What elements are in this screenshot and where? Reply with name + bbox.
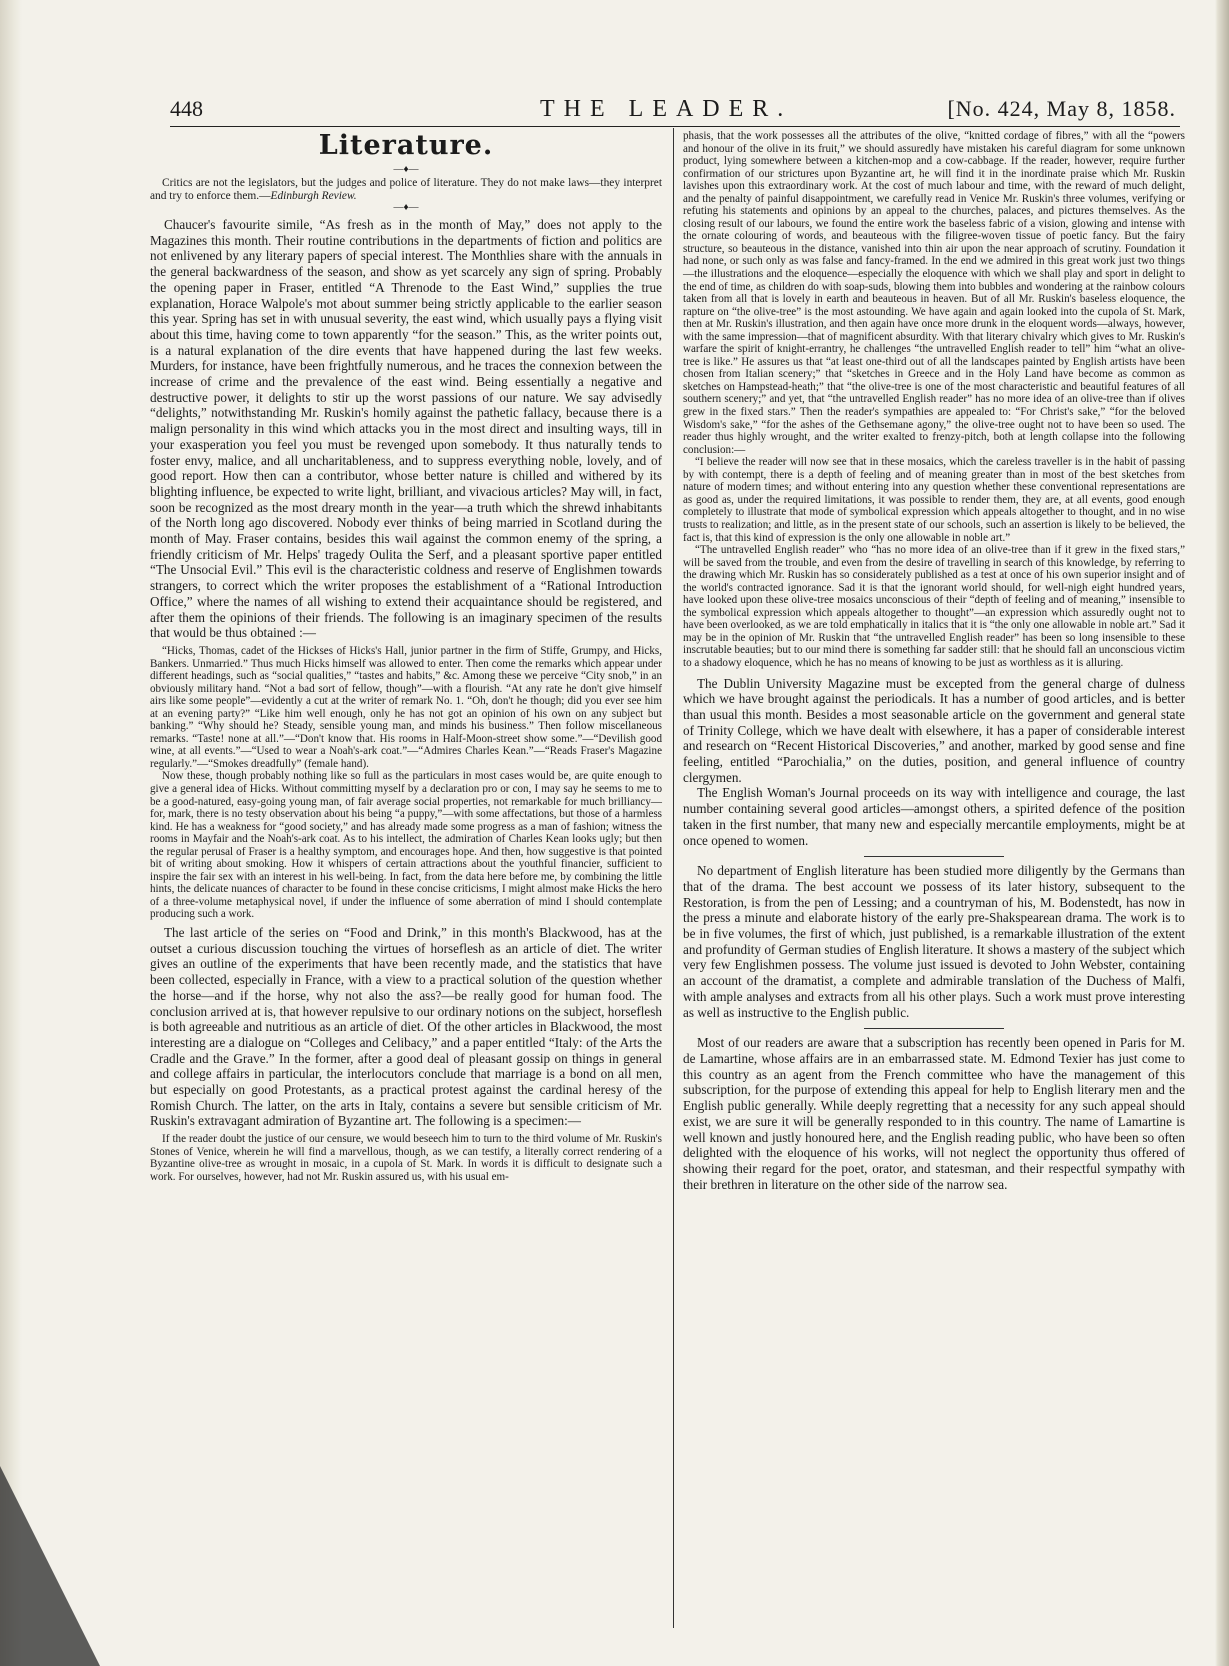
article-para-drama: No department of English literature has been studied more diligently by the Germans than that of the drama. The best account we possess of its later history, subsequent to the Restoration, is from the pen of Lessing; and a countryman of his, M. Bodenstedt, has now in the press a minute and elaborate history of the early pre-Shakspearean drama. The work is to be in five volumes, the first of which, just published, is a remarkable illustration of the extent and profundity of German studies of English literature. It shows a mastery of the subject which very few Englishmen possess. The volume just issued is devoted to John Webster, containing an account of the dramatist, a complete and admirable translation of the Duchess of Malfi, with ample analyses and extracts from all his other plays. Such a work must prove interesting as well as instructive to the English public. [683,863,1185,1020]
article-para-magazines: Chaucer's favourite simile, “As fresh as in the month of May,” does not apply to the Magazines this month. Their routine contributions in the departments of fiction and politics are not enlivened by any literary papers of special interest. The Monthlies share with the annuals in the general backwardness of the season, and show as yet scarcely any sign of spring. Probably the opening paper in Fraser, entitled “A Threnode to the East Wind,” supplies the true explanation, Horace Walpole's mot about summer being strictly applicable to the earlier season this year. Spring has set in with unusual severity, the east wind, which usually pays a flying visit about this time, having come to town apparently “for the season.” This, as the writer points out, is a natural explanation of the dire events that have happened during the last few weeks. Murders, for instance, have been frightfully numerous, and he traces the connexion between the increase of crime and the prevalence of the east wind. Being essentially a negative and destructive power, it delights to stir up the worst passions of our nature. We say advisedly “delights,” notwithstanding Mr. Ruskin's homily against the pathetic fallacy, because there is a malign personality in this wind which attacks you in the most direct and insulting ways, till in your exasperation you feel you must be revenged upon somebody. It thus naturally tends to foster envy, malice, and all uncharitableness, and to suppress everything noble, lovely, and of good report. How then can a contributor, whose better nature is chilled and withered by its blighting influence, be expected to write light, brilliant, and vivacious articles? May will, in fact, soon be recognized as the most dreary month in the year—a truth which the shrewd inhabitants of the North long ago discovered. Nobody ever thinks of being married in Scotland during the month of May. Fraser contains, besides this wail against the common enemy of the spring, a friendly criticism of Mr. Helps' tragedy Oulita the Serf, and a pleasant sportive paper entitled “The Unsocial Evil.” This evil is the characteristic coldness and reserve of Englishmen towards strangers, to correct which the writer proposes the establishment of a “Rational Introduction Office,” where the names of all wishing to extend their acquaintance should be registered, and after them the opinions of their friends. The following is an imaginary specimen of the results that would be thus obtained :— [150,217,662,641]
quote-untravelled: “The untravelled English reader” who “has no more idea of an olive-tree than if it grew in the fixed stars,” will be saved from the trouble, and even from the desire of travelling in search of this knowledge, by referring to the drawing which Mr. Ruskin has so considerately published as a test at once of his own superior insight and of the world's contracted ignorance. Sad it is that the ignorant world should, for well-nigh eight hundred years, have looked upon these olive-tree mosaics unconscious of their “depth of feeling and of meaning,” insensible to the symbolical expression which appeals altogether to thought”—an expression which assuredly ought not to have been overlooked, as we are told emphatically in italics that it is “the only one allowable in noble art.” Sad it may be in the opinion of Mr. Ruskin that “the untravelled English reader” has been so long insensible to these inscrutable beauties; but to our mind there is something far sadder still: that he should fall an unconscious victim to a shadowy eloquence, which he has no means of knowing to be just as worthless as it is alluring. [683,544,1185,669]
article-para-womans-journal: The English Woman's Journal proceeds on its way with intelligence and courage, the last number containing several good articles—amongst others, a spirited defence of the position taken in the first number, that many new and especially mercantile employments, might be at once opened to women. [683,785,1185,848]
page-edge-right [1215,0,1229,1666]
quote-byzantine-continued: phasis, that the work possesses all the attributes of the olive, “knitted cordage of fibres,” with all the “powers and honour of the olive in its fruit,” we should assuredly have mistaken his careful diagram for some unknown product, lying somewhere between a kitchen-mop and a cow-cabbage. If the reader, however, require further confirmation of our strictures upon Byzantine art, he will find it in the inordinate praise which Mr. Ruskin lavishes upon this extraordinary work. At the cost of much labour and time, with the reward of much delight, and the penalty of painful disappointment, we carefully read in Venice Mr. Ruskin's three volumes, verifying or refuting his statements and opinions by an appeal to the churches, palaces, and pictures themselves. As the closing result of our labours, we found the entire work the baseless fabric of a vision, glowing and intense with the ornate colouring of words, and beauteous with the filigree-woven tissue of poetic fancy. But the fairy structure, so beauteous in the distance, vanished into thin air upon the near approach of scrutiny. Foundation it had none, or such only as was false and fancy-framed. In the end we admired in this great work just two things—the illustrations and the eloquence—especially the eloquence with which we shall play and sport in delight to the end of time, as children do with soap-suds, blowing them into bubbles and wondering at the rainbow colours taken from all that is lovely in earth and beauteous in heaven. But of all Mr. Ruskin's baseless eloquence, the rapture on “the olive-tree” is the most astounding. We have again and again looked into the cupola of St. Mark, then at Mr. Ruskin's illustration, and then again have once more drunk in the eloquent words—always, however, with the same impression—that of magnificent absurdity. With that literary chivalry which gives to Mr. Ruskin's warfare the spirit of knight-errantry, he challenges “the untravelled English reader to tell” him “what an olive-tree is like.” He assures us that “at least one-third out of all the landscapes painted by English artists have been chosen from Italian scenery;” that “sketches in Greece and in the Holy Land have become as common as sketches on Hampstead-heath;” that “the olive-tree is one of the most characteristic and beautiful features of all southern scenery;” and yet, that “the untravelled English reader” has no more idea of an olive-tree than if olives grew in the fixed stars.” Then the reader's sympathies are appealed to: “For Christ's sake,” “for the beloved Wisdom's sake,” “for the ashes of the Gethsemane agony,” the olive-tree ought not to have been so used. The reader thus highly wrought, and the writer exalted to frenzy-pitch, both at length collapse into the following conclusion:— [683,130,1185,456]
masthead: THE LEADER. [540,96,793,122]
ornament-top: —♦— [393,164,419,175]
page-header [170,96,1200,130]
divider-1 [864,856,1004,857]
section-title: Literature. [318,130,494,161]
article-para-dublin: The Dublin University Magazine must be excepted from the general charge of dulness which we have brought against the periodicals. It has a number of good articles, and is better than usual this month. Besides a most seasonable article on the government and general state of Trinity College, which we have dealt with elsewhere, it has a paper of considerable interest and research on “Recent Historical Discoveries,” and another, marked by good sense and fine feeling, entitled “Parochialia,” on the duties, position, and general influence of country clergymen. [683,675,1185,785]
corner-shadow [0,1466,100,1666]
ornament-bottom: —♦— [393,202,419,213]
page-edge-left [0,0,22,1666]
divider-2 [864,1028,1004,1029]
quote-hicks: “Hicks, Thomas, cadet of the Hickses of Hicks's Hall, junior partner in the firm of Stiffe, Grumpy, and Hicks, Bankers. Unmarried.” Thus much Hicks himself was allowed to enter. Then come the remarks which appear under different headings, such as “social qualities,” “tastes and habits,” &c. Among these we perceive “City snob,” in an obviously military hand. “Not a bad sort of fellow, though”—with a flourish. “At any rate he don't give himself airs like some people”—evidently a cut at the writer of remark No. 1. “Oh, don't he though; did you ever see him at an evening party?” “Like him well enough, only he has not got an opinion of his own on any subject but banking.” “Why should he? Steady, sensible young man, and minds his business.” Then follow miscellaneous remarks. “Taste! none at all.”—“Don't know that. His rooms in Half-Moon-street show some.”—“Devilish good wine, at all events.”—“Used to wear a Noah's-ark coat.”—“Admires Charles Kean.”—“Reads Fraser's Magazine regularly.”—“Smokes dreadfully” (female hand). [150,644,662,770]
header-rule [170,126,1180,127]
right-column [683,130,1185,1192]
article-para-blackwood: The last article of the series on “Food and Drink,” in this month's Blackwood, has at the outset a curious discussion touching the virtues of horseflesh as an article of diet. The writer gives an outline of the experiments that have been recently made, and the statistics that have been collected, especially in France, with a view to a practical solution of the question whether the horse—and if the horse, why not also the ass?—be really good for human food. The conclusion arrived at is, that however repulsive to our ordinary notions on the subject, horseflesh is both agreeable and nutritious as an article of diet. Of the other articles in Blackwood, the most interesting are a dialogue on “Colleges and Celibacy,” and a paper entitled “Italy: of the Arts the Cradle and the Grave.” In the former, after a good deal of pleasant gossip on things in general and college affairs in particular, the interlocutors conclude that marriage is a bond on all men, but especially on good Protestants, as a practical protest against the cardinal heresy of the Romish Church. The latter, on the arts in Italy, contains a severe but sensible criticism of Mr. Ruskin's extravagant admiration of Byzantine art. The following is a specimen:— [150,925,662,1129]
quote-hicks-commentary: Now these, though probably nothing like so full as the particulars in most cases would be, are quite enough to give a general idea of Hicks. Without committing myself by a declaration pro or con, I may say he seems to me to be a good-natured, easy-going young man, of fair average social properties, not remarkable for much brilliancy—for, mark, there is no testy observation about his being “a puppy,”—with some affectations, but those of a harmless kind. He has a weakness for “good society,” and has already made some progress as a man of fashion; witness the rooms in Mayfair and the Noah's-ark coat. As to his intellect, the admiration of Charles Kean looks ugly; but then the regular perusal of Fraser is a healthy symptom, and encourages hope. And then, how suggestive is that pointed bit of writing about smoking. How it whispers of certain attractions about the youthful financier, sufficient to inspire the fair sex with an interest in his well-being. In fact, from the data here before me, by combining the little hints, the delicate nuances of character to be found in these concise criticisms, I might almost make Hicks the hero of a three-volume metaphysical novel, if under the influence of some aberration of mind I should contemplate producing such a work. [150,770,662,921]
quote-byzantine: If the reader doubt the justice of our censure, we would beseech him to turn to the third volume of Mr. Ruskin's Stones of Venice, wherein he will find a marvellous, though, as we can testify, a literally correct rendering of a Byzantine olive-tree as wrought in mosaic, in a cupola of St. Mark. In words it is difficult to designate such a work. For ourselves, however, had not Mr. Ruskin assured us, with his usual em- [150,1133,662,1183]
motto-text: Critics are not the legislators, but the judges and police of literature. They do not make laws—they interpret and try to enforce them.— [150,177,662,202]
motto-source: Edinburgh Review. [270,190,357,202]
issue-line: [No. 424, May 8, 1858. [947,96,1176,121]
column-rule [673,128,674,1628]
page-number: 448 [170,96,203,121]
article-para-lamartine: Most of our readers are aware that a subscription has recently been opened in Paris for M. de Lamartine, whose affairs are in an embarrassed state. M. Edmond Texier has just come to this country as an agent from the French committee who have the management of this subscription, for the purpose of extending this appeal for help to English literary men and the English public generally. While deeply regretting that a necessity for any such appeal should exist, we are sure it will be generally responded to in this country. The name of Lamartine is well known and justly honoured here, and the English reading public, who have been so often delighted with the eloquence of his works, will not neglect the opportunity thus offered of showing their regard for the poet, orator, and statesman, and their respectful sympathy with their brethren in literature on the other side of the narrow sea. [683,1035,1185,1192]
quote-ruskin: “I believe the reader will now see that in these mosaics, which the careless traveller is in the habit of passing by with contempt, there is a depth of feeling and of meaning greater than in most of the best sketches from nature of modern times; and without entering into any question whether these conventional representations are as good as, under the required limitations, it was possible to render them, they are, at all events, good enough completely to illustrate that mode of symbolical expression which appeals altogether to thought, and in no wise trusts to realization; and little, as in the present state of our schools, such an assertion is likely to be believed, the fact is, that this kind of expression is the only one allowable in noble art.” [683,456,1185,544]
motto [150,177,662,203]
left-column [150,130,662,1183]
